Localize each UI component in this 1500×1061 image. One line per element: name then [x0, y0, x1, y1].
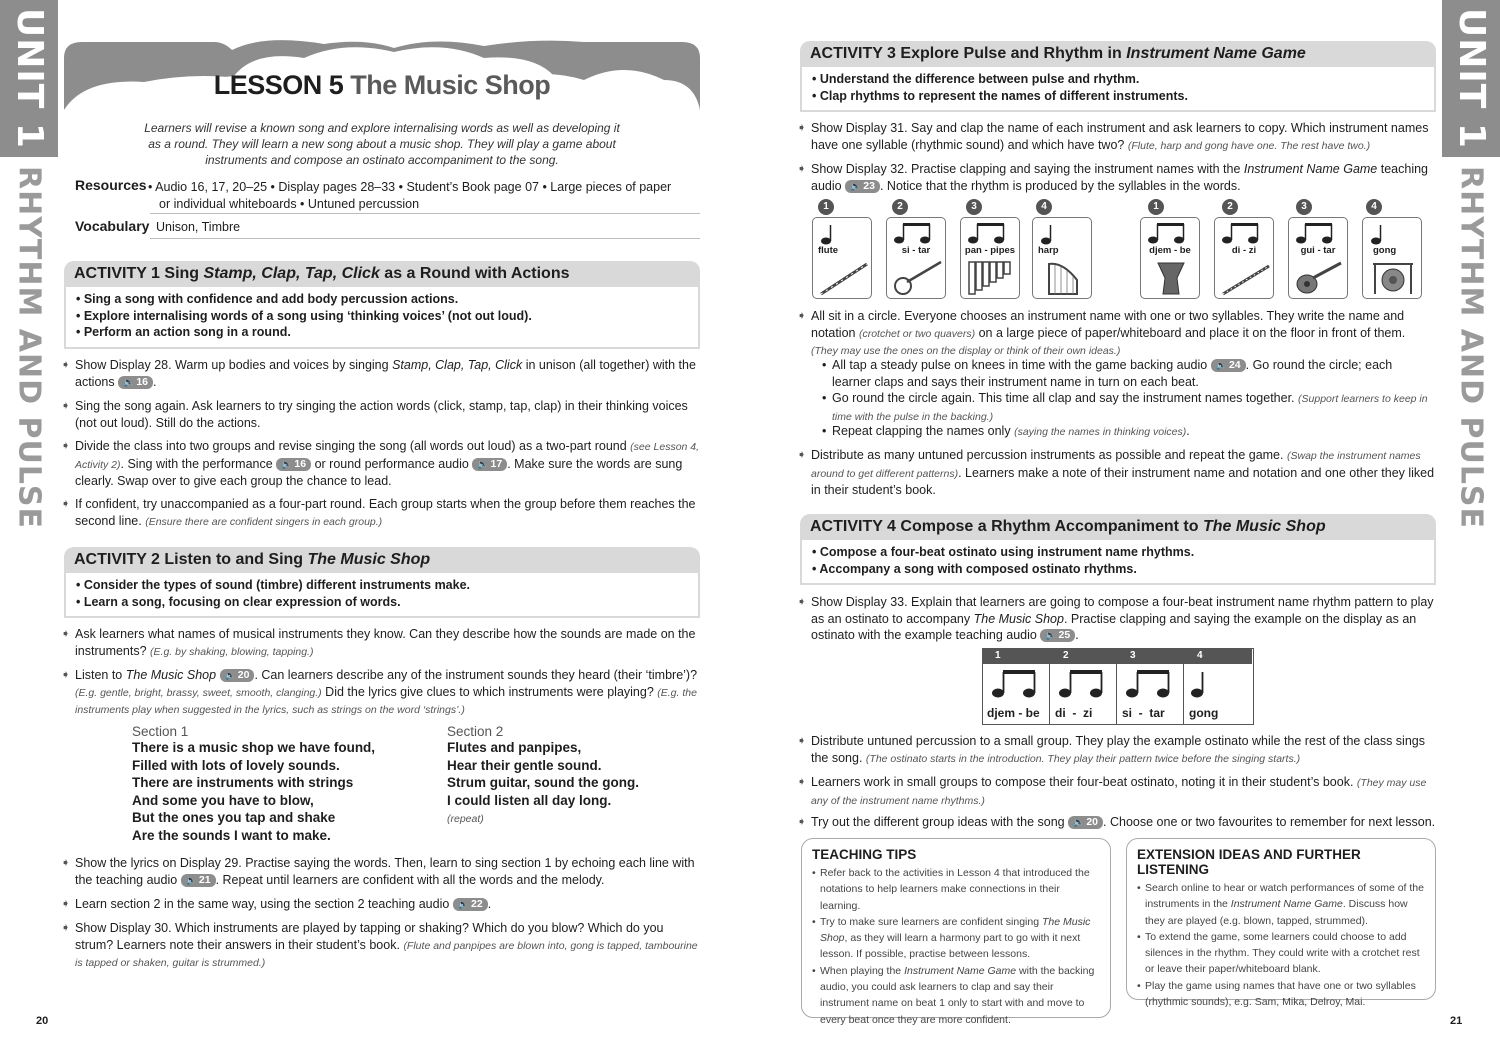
lesson-intro: Learners will revise a known song and explore internalising words as well as developing it as a round. They will learn a new song about a music shop. They will play a game about instruments and compose an ostinato accompaniment to the song. — [144, 121, 620, 167]
a3-sub-step-3: • Repeat clapping the names only (saying the names in thinking voices). — [822, 423, 1432, 441]
instrument-card-harp: harp — [1032, 217, 1092, 299]
lyrics-section-1: Section 1 There is a music shop we have found, Filled with lots of lovely sounds. There are instruments with strings And some you have to blow, But the ones you tap and shake Are the sounds I want to make. — [132, 724, 376, 843]
speaker-icon: 🔈 — [123, 376, 135, 387]
beat-number: 2 — [1222, 199, 1238, 215]
dizi-icon — [1219, 260, 1271, 296]
instrument-card-gong: gong — [1362, 217, 1422, 299]
activity-1 — [64, 261, 700, 349]
activity-2 — [64, 547, 700, 618]
instrument-card-guitar: gui - tar — [1288, 217, 1348, 299]
a2-step-2: ➧ Listen to The Music Shop 🔈 20 . Can learners describe any of the instrument sounds they heard (their ‘timbre’)? (E.g. gentle, bright, brassy, sweet, smooth, clanging.) Did the lyrics give clues to which instruments were playing? (E.g. the instruments play when suggested in the lyrics, such as strings on the word ‘strings’.) — [63, 667, 703, 719]
a4-step-1: ➧ Show Display 33. Explain that learners are going to compose a four-beat instrument name rhythm pattern to play as an ostinato to accompany The Music Shop. Practise clapping and saying the example on the display as an ostinato with the example teaching audio 🔈 25 . — [799, 594, 1439, 644]
beat-word: si - tar — [1122, 706, 1165, 720]
speaker-icon: 🔈 — [850, 180, 862, 191]
activity-3 — [800, 41, 1436, 112]
beat-word: gong — [1189, 706, 1219, 720]
audio-track-badge[interactable]: 🔈 16 — [118, 376, 153, 389]
a1-step-2: ➧ Sing the song again. Ask learners to try singing the action words (click, stamp, tap, clap) in their thinking voices (not out loud). Still do the actions. — [63, 398, 703, 431]
audio-track-badge[interactable]: 🔈 20 — [1068, 816, 1103, 829]
activity-1-heading: ACTIVITY 1 Sing Stamp, Clap, Tap, Click as a Round with Actions — [64, 261, 700, 287]
audio-track-badge[interactable]: 🔈 24 — [1211, 359, 1246, 372]
beat-divider — [1183, 649, 1184, 724]
a2-step-5: ➧ Show Display 30. Which instruments are played by tapping or shaking? Which do you blow? Which do you strum? Learners note their answers in their student’s book. (Flute and panpipes are blown into, gong is tapped, tambourine is tapped or shaken, guitar is strummed.) — [63, 920, 703, 972]
gong-icon — [1369, 260, 1417, 296]
beat-word: di - zi — [1055, 706, 1093, 720]
divider — [150, 238, 700, 239]
beat-number: 3 — [1130, 650, 1136, 661]
flute-icon — [817, 260, 869, 296]
quaver-pair-icon — [989, 669, 1045, 701]
audio-track-badge[interactable]: 🔈 20 — [220, 669, 255, 682]
quaver-pair-icon — [1145, 222, 1193, 246]
a3-step-3: ➧ All sit in a circle. Everyone chooses an instrument name with one or two syllables. They write the name and notation (crotchet or two quavers) on a large piece of paper/whiteboard and place it on the floor in front of them. (They may use the ones on the display or think of their own ideas.) — [799, 308, 1439, 360]
teaching-tips-box: TEACHING TIPS • Refer back to the activities in Lesson 4 that introduced the notations to help learners make connections in their learning. • Try to make sure learners are confident singing The Music Shop, as they will learn a harmony part to go with it next lesson. If possible, practise between lessons. • When playing the Instrument Name Game with the backing audio, you could ask learners to clap and say their instrument name on beat 1 only to start with and move to every beat once they are more confident. — [801, 838, 1111, 1018]
beat-number: 4 — [1036, 199, 1052, 215]
beat-number: 2 — [1063, 650, 1069, 661]
audio-track-badge[interactable]: 🔈 21 — [181, 874, 216, 887]
unit-tab-left: UNIT 1 — [0, 0, 58, 157]
a1-step-1: ➧ Show Display 28. Warm up bodies and voices by singing Stamp, Clap, Tap, Click in unison (all together) with the actions 🔈 16 . — [63, 357, 703, 390]
audio-track-badge[interactable]: 🔈 25 — [1040, 629, 1075, 642]
activity-1-objectives: • Sing a song with confidence and add body percussion actions. • Explore internalising words of a song using ‘thinking voices’ (not out loud). • Perform an action song in a round. — [64, 287, 700, 349]
unit-tab-right: UNIT 1 — [1442, 0, 1500, 157]
beat-number: 1 — [818, 199, 834, 215]
a4-step-2: ➧ Distribute untuned percussion to a small group. They play the example ostinato while the rest of the class sings the song. (The ostinato starts in the introduction. They play their pattern twice before the singing starts.) — [799, 733, 1439, 767]
beat-number: 1 — [1148, 199, 1164, 215]
beat-divider — [1049, 649, 1050, 724]
speaker-icon: 🔈 — [185, 874, 197, 885]
lesson-title: LESSON 5 The Music Shop — [213, 70, 551, 100]
instrument-card-dizi: di - zi — [1214, 217, 1274, 299]
speaker-icon: 🔈 — [477, 458, 489, 469]
instrument-card-sitar: si - tar — [886, 217, 946, 299]
beat-number: 3 — [966, 199, 982, 215]
harp-icon — [1043, 260, 1083, 296]
vocabulary-list: Unison, Timbre — [156, 220, 241, 234]
a2-step-1: ➧ Ask learners what names of musical instruments they know. Can they describe how the sounds are made on the instruments? (E.g. by shaking, blowing, tapping.) — [63, 626, 703, 660]
divider — [150, 213, 700, 214]
a4-step-4: ➧ Try out the different group ideas with the song 🔈 20 . Choose one or two favourites to remember for next lesson. — [799, 814, 1439, 831]
activity-3-heading: ACTIVITY 3 Explore Pulse and Rhythm in Instrument Name Game — [800, 41, 1436, 67]
beat-number: 4 — [1197, 650, 1203, 661]
ostinato-example — [982, 648, 1254, 725]
activity-2-heading: ACTIVITY 2 Listen to and Sing The Music Shop — [64, 547, 700, 573]
a3-step-4: ➧ Distribute as many untuned percussion instruments as possible and repeat the game. (Swap the instrument names around to get different patterns). Learners make a note of their instrument name and notation and one other they liked in their student’s book. — [799, 447, 1439, 499]
speaker-icon: 🔈 — [281, 458, 293, 469]
sitar-icon — [891, 260, 943, 296]
extension-ideas-box: EXTENSION IDEAS AND FURTHER LISTENING • Search online to hear or watch performances of some of the instruments in the Instrument Name Game. Discuss how they are played (e.g. blown, tapped, strummed). • To extend the game, some learners could choose to add silences in the rhythm. They could write with a crotchet rest or leave their paper/whiteboard blank. • Play the game using names that have one or two syllables (rhythmic sounds), e.g. Sam, Mika, Delroy, Mai. — [1126, 838, 1436, 1000]
vocabulary-label: Vocabulary — [75, 218, 150, 234]
quaver-pair-icon — [965, 222, 1013, 246]
beat-number: 4 — [1366, 199, 1382, 215]
crotchet-note-icon — [1039, 224, 1059, 246]
instrument-card-djembe: djem - be — [1140, 217, 1200, 299]
crotchet-note-icon — [1369, 224, 1389, 246]
audio-track-badge[interactable]: 🔈 23 — [845, 180, 880, 193]
a2-step-3: ➧ Show the lyrics on Display 29. Practise saying the words. Then, learn to sing section 1 by echoing each line with the teaching audio 🔈 21 . Repeat until learners are confident with all the words and the melody. — [63, 855, 703, 888]
instrument-card-panpipes: pan - pipes — [960, 217, 1020, 299]
activity-3-objectives: • Understand the difference between pulse and rhythm. • Clap rhythms to represent the names of different instruments. — [800, 67, 1436, 112]
activity-4 — [800, 514, 1436, 585]
a3-sub-step-2: • Go round the circle again. This time all clap and say the instrument names together. (Support learners to keep in time with the pulse in the backing.) — [822, 390, 1432, 425]
beat-word: djem - be — [987, 706, 1040, 720]
quaver-pair-icon — [1056, 669, 1112, 701]
speaker-icon: 🔈 — [1073, 817, 1085, 827]
activity-4-heading: ACTIVITY 4 Compose a Rhythm Accompaniment to The Music Shop — [800, 514, 1436, 540]
beat-divider — [1116, 649, 1117, 724]
beat-number: 3 — [1296, 199, 1312, 215]
speaker-icon: 🔈 — [1045, 630, 1057, 640]
a2-step-4: ➧ Learn section 2 in the same way, using the section 2 teaching audio 🔈 22 . — [63, 896, 703, 913]
beat-header-bar — [983, 649, 1252, 664]
guitar-icon — [1293, 260, 1345, 296]
audio-track-badge[interactable]: 🔈 22 — [453, 898, 488, 911]
audio-track-badge[interactable]: 🔈 16 — [276, 458, 311, 471]
panpipes-icon — [967, 260, 1017, 296]
activity-2-objectives: • Consider the types of sound (timbre) different instruments make. • Learn a song, focusing on clear expression of words. — [64, 573, 700, 618]
a1-step-4: ➧ If confident, try unaccompanied as a four-part round. Each group starts when the group before them reaches the second line. (Ensure there are confident singers in each group.) — [63, 496, 703, 530]
resources-list: • Audio 16, 17, 20–25 • Display pages 28–33 • Student’s Book page 07 • Large pieces of paper or individual whiteboards • Untuned percussion — [148, 180, 672, 211]
speaker-icon: 🔈 — [1215, 360, 1227, 370]
a4-step-3: ➧ Learners work in small groups to compose their four-beat ostinato, noting it in their student’s book. (They may use any of the instrument name rhythms.) — [799, 774, 1439, 809]
quaver-pair-icon — [1219, 222, 1267, 246]
quaver-pair-icon — [1293, 222, 1341, 246]
a3-sub-step-1: • All tap a steady pulse on knees in time with the game backing audio 🔈 24 . Go round the circle; each learner claps and says their instrument name in turn on each beat. — [822, 357, 1432, 390]
side-title-left: RHYTHM AND PULSE — [11, 166, 47, 530]
a3-step-1: ➧ Show Display 31. Say and clap the name of each instrument and ask learners to copy. Which instrument names have one syllable (rhythmic sound) and which have two? (Flute, harp and gong have one. The rest have two.) — [799, 120, 1439, 154]
crotchet-note-icon — [1188, 669, 1212, 701]
beat-number: 1 — [995, 650, 1001, 661]
resources-label: Resources — [75, 177, 147, 193]
crotchet-note-icon — [819, 224, 839, 246]
djembe-icon — [1155, 260, 1187, 296]
side-title-right: RHYTHM AND PULSE — [1453, 166, 1489, 530]
page-number-right: 21 — [1450, 1015, 1463, 1027]
instrument-card-flute: flute — [812, 217, 872, 299]
a1-step-3: ➧ Divide the class into two groups and revise singing the song (all words out loud) as a two-part round (see Lesson 4, Activity 2). Sing with the performance 🔈 16 or round performance audio 🔈 17 . Make sure the words are sung clearly. Swap over to give each group the chance to lead. — [63, 438, 703, 490]
lyrics-section-2: Section 2 Flutes and panpipes, Hear their gentle sound. Strum guitar, sound the gong. I could listen all day long. (repeat) — [447, 724, 639, 825]
beat-number: 2 — [892, 199, 908, 215]
quaver-pair-icon — [1123, 669, 1179, 701]
activity-4-objectives: • Compose a four-beat ostinato using instrument name rhythms. • Accompany a song with composed ostinato rhythms. — [800, 540, 1436, 585]
page-number-left: 20 — [36, 1015, 49, 1027]
a3-step-2: ➧ Show Display 32. Practise clapping and saying the instrument names with the Instrument Name Game teaching audio 🔈 23 . Notice that the rhythm is produced by the syllables in the words. — [799, 161, 1439, 194]
speaker-icon: 🔈 — [457, 899, 470, 909]
speaker-icon: 🔈 — [224, 670, 236, 680]
audio-track-badge[interactable]: 🔈 17 — [472, 458, 507, 471]
quaver-pair-icon — [891, 222, 939, 246]
